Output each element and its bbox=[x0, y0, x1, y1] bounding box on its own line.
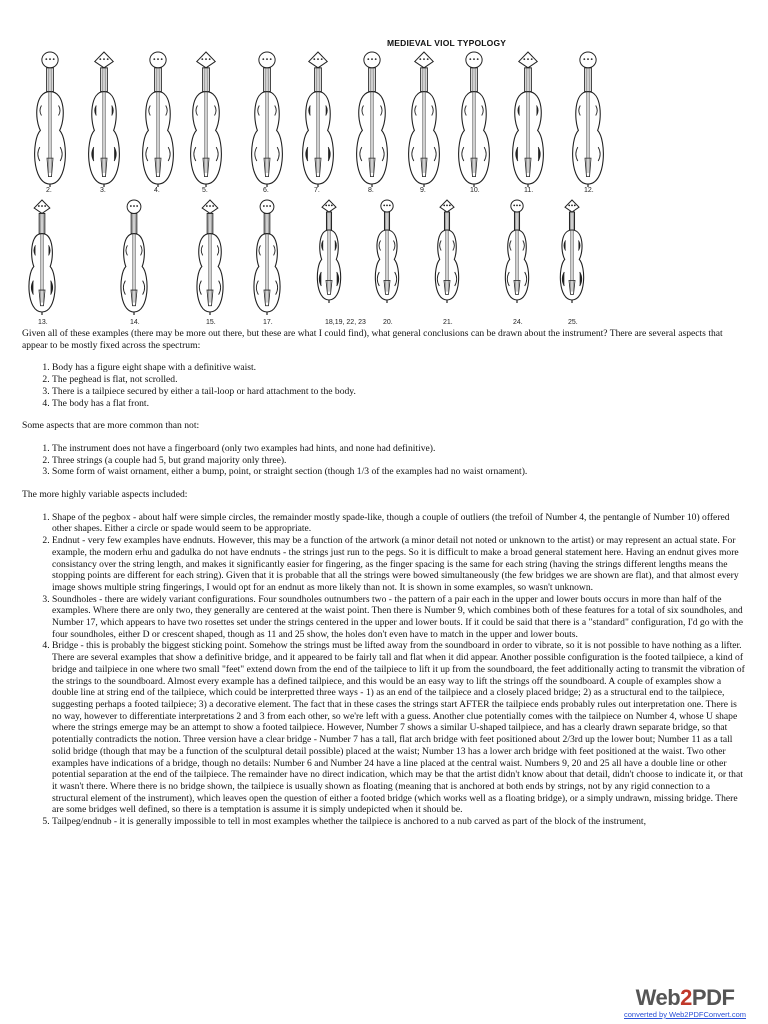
list-item: 1. The instrument does not have a fingerboard (only two examples had hints, and none had definitive). bbox=[52, 443, 748, 455]
variable-aspects-list bbox=[22, 512, 748, 828]
figure-number-label: 12. bbox=[584, 187, 594, 194]
viol-drawing bbox=[143, 52, 174, 187]
viol-drawing bbox=[560, 200, 583, 303]
figure-number-label: 5. bbox=[202, 187, 208, 194]
viol-drawing bbox=[303, 52, 334, 187]
figure-number-label: 25. bbox=[568, 319, 578, 326]
list-item: 1. Body has a figure eight shape with a definitive waist. bbox=[52, 362, 748, 374]
list-item: 2. Endnut - very few examples have endnuts. However, this may be a function of the artwork (a minor detail not noted or unknown to the artist) or may represent an actual state. For example, the modern erhu and gadulka do not have endnuts - the strings just run to the pegs. So it is difficult to make a broad general statement here. Having an endnut gives more consistancy over the string length, and makes it significantly easier for fingering, as the finger spacing is the same for each string (having the strings different lengths means the stopping points are different for each string). Given that it is probable that all the strings were bowed simultaneously (the few bridges we are shown are flat), and that almost every image shows multiple string fingerings, I would opt for an endnut as more likely than not. It is shown in some examples, so wasn't unknown. bbox=[52, 535, 748, 594]
list-item: 1. Shape of the pegbox - about half were simple circles, the remainder mostly spade-like, though a couple of outliers (the trefoil of Number 4, the pentangle of Number 10) offered other shapes. Either a circle or spade would seem to be appropriate. bbox=[52, 512, 748, 535]
figure-number-label: 2. bbox=[46, 187, 52, 194]
common-intro: Some aspects that are more common than not: bbox=[22, 420, 200, 432]
converter-link[interactable]: converted by Web2PDFConvert.com bbox=[624, 1010, 746, 1019]
document-body bbox=[22, 328, 748, 839]
viol-drawing bbox=[252, 52, 283, 187]
viol-drawing bbox=[254, 200, 280, 315]
figure-number-label: 6. bbox=[263, 187, 269, 194]
figure-number-label: 21. bbox=[443, 319, 453, 326]
figure-title: MEDIEVAL VIOL TYPOLOGY bbox=[387, 38, 507, 48]
variable-intro: The more highly variable aspects included: bbox=[22, 489, 188, 501]
viol-drawing bbox=[197, 200, 223, 315]
list-item: 2. The peghead is flat, not scrolled. bbox=[52, 374, 748, 386]
viol-row-2 bbox=[29, 200, 584, 326]
figure-number-label: 13. bbox=[38, 319, 48, 326]
list-item: 3. There is a tailpiece secured by either a tail-loop or hard attachment to the body. bbox=[52, 386, 748, 398]
figure-number-label: 11. bbox=[524, 187, 534, 194]
viol-drawing bbox=[35, 52, 66, 187]
figure-number-label: 17. bbox=[263, 319, 273, 326]
web2pdf-watermark bbox=[624, 987, 746, 1019]
list-item: 4. Bridge - this is probably the biggest sticking point. Somehow the strings must be lifted away from the soundboard in order to vibrate, so it is not possible to have nothing as a lifter. There are several examples that show a definitive bridge, and it appeared to be fairly tall and flat when it did appear. Another possible configuration is the footed tailpiece, a kind of bridge and tailpiece in one where two small "feet" extend down from the end of the tailpiece to lift it up from the soundboard, the feet additionally acting to transmit the vibration of the strings to the soundboard. Almost every example has a defined tailpiece, and this would be an easy way to lift the strings off the soundboard. A couple of examples show a double line at string end of the tailpiece, which could be interpretted three ways - 1) as an end of the tailpiece and a closely placed bridge; 2) as a structural end to the tailpiece, suggesting perhaps a footed tailpiece; 3) a decorative element. The fact that in these cases the strings start AFTER the tailpiece ends probably rules out interpretation one. There is no way, however to differentiate interpretations 2 and 3 from each other, so we're left with a guess. Another clue potentially comes with the tailpiece on Number 4, whose U shape where the strings emerge may be an attempt to show a footed tailpiece. However, Number 7 shows a similar U-shaped tailpiece, and has a clearly drawn separate bridge, so that potentially contradicts the notion. Three version have a clear bridge - Number 7 has a tall, flat arch bridge with feet positioned about 2/3rd up the lower bout; Number 11 as a tall solid bridge (though that may be a function of the sculptural detail possible) placed at the waist; Number 13 has a lower arch bridge with feet positioned at the waist. Two other examples have indications of a bridge, though no details: Number 6 and Number 24 have a line placed at the central waist. Numbers 9, 20 and 25 all have a double line or other potential separation at the end of the tailpiece. The remainder have no direct indication, which may be that the artist didn't know about that detail, didn't choose to indicate it, or that it wasn't there. Where there is no bridge shown, the tailpiece is usually shown as floating (meaning that is anchored at both ends by strings, not by any rigid connection to a structural element of the instrument), which leaves open the question of either a footed bridge (which works well as a floating bridge), or a simply undrawn, missing bridge. There are some bridges well defined, so there is a temptation is assume it is simply undepicted when it should be. bbox=[52, 640, 748, 816]
figure-number-label: 4. bbox=[154, 187, 160, 194]
figure-number-label: 14. bbox=[130, 319, 140, 326]
figure-number-label: 15. bbox=[206, 319, 216, 326]
viol-drawing bbox=[89, 52, 120, 187]
figure-number-label: 20. bbox=[383, 319, 393, 326]
viol-drawing bbox=[375, 200, 398, 303]
viol-drawing bbox=[459, 52, 490, 187]
viol-drawing bbox=[435, 200, 458, 303]
figure-number-label: 7. bbox=[314, 187, 320, 194]
figure-number-label: 9. bbox=[420, 187, 426, 194]
figure-number-label: 3. bbox=[100, 187, 106, 194]
viol-drawing bbox=[573, 52, 604, 187]
viol-drawing bbox=[513, 52, 544, 187]
intro-paragraph: Given all of these examples (there may be more out there, but these are what I could find), what general conclusions can be drawn about the instrument? There are several aspects that appear to be mostly fixed across the spectrum: bbox=[22, 328, 723, 351]
list-item: 3. Soundholes - there are widely variant configurations. Four soundholes outnumbers two - the pattern of a pair each in the upper and lower bouts occurs in more than half of the examples. Where there are only two, they generally are centered at the waist point. Then there is Number 9, which combines both of these features for a total of six soundholes, and Number 17, which appears to have two rosettes set under the strings centered in the upper and lower bouts. If it could be said that there is a "standard" configuration, I'd go with the four soundholes, either D or crescent shaped, though as 11 and 25 show, the holes don't even have to match in the upper and lower bouts. bbox=[52, 594, 748, 641]
fixed-aspects-list bbox=[22, 362, 748, 409]
list-item: 4. The body has a flat front. bbox=[52, 398, 748, 410]
viol-drawing bbox=[191, 52, 222, 187]
common-aspects-list bbox=[22, 443, 748, 478]
web2pdf-logo: Web2PDF bbox=[635, 985, 735, 1010]
list-item: 5. Tailpeg/endnub - it is generally impossible to tell in most examples whether the tailpiece is anchored to a nub carved as part of the block of the instrument, bbox=[52, 816, 748, 828]
viol-drawing bbox=[121, 200, 147, 315]
viol-drawing bbox=[317, 200, 340, 303]
viol-row-1 bbox=[35, 52, 604, 194]
list-item: 2. Three strings (a couple had 5, but grand majority only three). bbox=[52, 455, 748, 467]
list-item: 3. Some form of waist ornament, either a bump, point, or straight section (though 1/3 of the examples had no waist ornament). bbox=[52, 466, 748, 478]
viol-drawing bbox=[409, 52, 440, 187]
viol-drawings bbox=[22, 30, 622, 330]
figure-number-label: 18,19, 22, 23 bbox=[325, 319, 366, 326]
figure-number-label: 24. bbox=[513, 319, 523, 326]
figure-number-label: 8. bbox=[368, 187, 374, 194]
figure-number-label: 10. bbox=[470, 187, 480, 194]
viol-drawing bbox=[505, 200, 528, 303]
viol-drawing bbox=[29, 200, 55, 315]
viol-typology-figure bbox=[22, 30, 622, 330]
viol-drawing bbox=[357, 52, 388, 187]
